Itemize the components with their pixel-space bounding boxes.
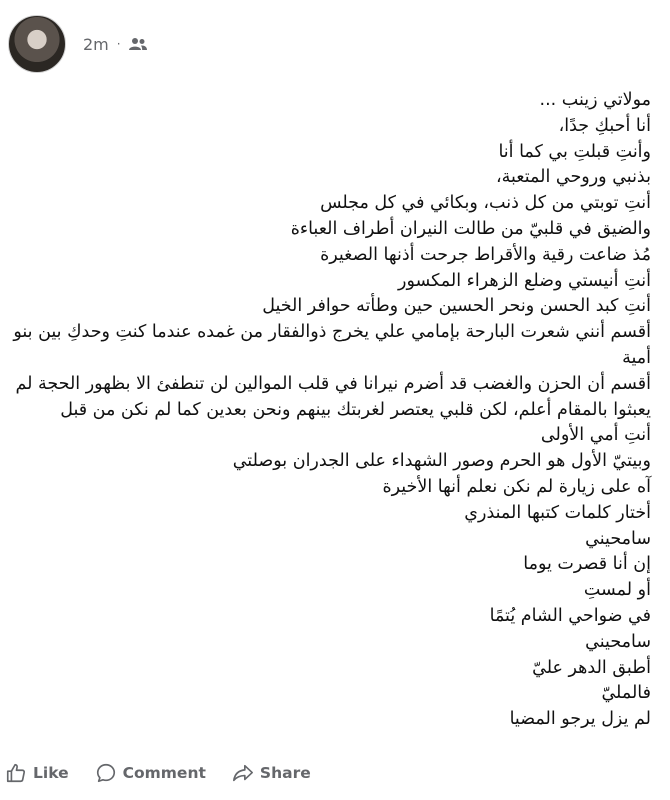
post-line: أقسم أنني شعرت البارحة بإمامي علي يخرج ذوالفقار من غمده عندما كنتِ وحدكِ بين بنو أمية: [13, 322, 651, 368]
post-line: أطبق الدهر عليّ: [532, 657, 651, 678]
share-label: Share: [259, 764, 311, 782]
post-line: أقسم أن الحزن والغضب قد أضرم نيرانا في قلب الموالين لن تنطفئ الا بظهور الحجة لم يعبثوا بالمقام أعلم، لكن قلبي يعتصر لغربتك بينهم ونحن بعدين كما لم نكن من قبل: [15, 373, 651, 420]
comment-icon: [95, 762, 117, 784]
post-line: سامحيني: [585, 631, 651, 652]
post-actions: [0, 755, 670, 791]
comment-button[interactable]: [95, 762, 206, 784]
post-line: مولاتي زينب ...: [539, 90, 651, 110]
post-line: بذنبي وروحي المتعبة،: [495, 167, 651, 188]
post-line: أنتِ أمي الأولى: [540, 425, 651, 446]
post-line: سامحيني: [585, 528, 651, 549]
post-line: وأنتِ قبلتِ بي كما أنا: [498, 141, 651, 162]
post-line: أو لمستِ: [583, 580, 651, 601]
post-line: لم يزل يرجو المضيا: [509, 709, 651, 730]
share-icon: [232, 762, 254, 784]
post-line: أنتِ أنيستي وضلع الزهراء المكسور: [398, 270, 651, 291]
friends-icon: [129, 37, 147, 51]
post-line: أنتِ توبتي من كل ذنب، وبكائي في كل مجلس: [320, 193, 651, 214]
post-meta: [83, 35, 147, 54]
post-line: والضيق في قلبيّ من طالت النيران أطراف العباءة: [290, 218, 651, 239]
post-line: أنا أحبكِ جدًا،: [558, 115, 651, 136]
share-button[interactable]: [232, 762, 311, 784]
post-line: أختار كلمات كتبها المنذري: [464, 502, 651, 523]
post-line: وبيتيّ الأول هو الحرم وصور الشهداء على الجدران بوصلتي: [232, 451, 651, 472]
post-line: إن أنا قصرت يوما: [523, 554, 651, 575]
post-line: آه على زيارة لم نكن نعلم أنها الأخيرة: [382, 476, 651, 497]
thumbs-up-icon: [5, 762, 27, 784]
post-line: أنتِ كبد الحسن ونحر الحسين حين وطأته حوافر الخيل: [262, 296, 651, 317]
post-line: مُذ ضاعت رقية والأقراط جرحت أذنها الصغيرة: [320, 244, 651, 265]
post-body: [0, 88, 670, 733]
post-header: [8, 10, 147, 78]
post-line: في ضواحي الشام يُتمًا: [489, 605, 651, 626]
like-button[interactable]: [5, 762, 69, 784]
avatar[interactable]: [8, 15, 66, 73]
like-label: Like: [33, 764, 69, 782]
meta-separator: ·: [116, 37, 121, 51]
post-line: فالمليّ: [601, 683, 651, 704]
comment-label: Comment: [122, 764, 206, 782]
post-time[interactable]: 2m: [83, 34, 109, 54]
